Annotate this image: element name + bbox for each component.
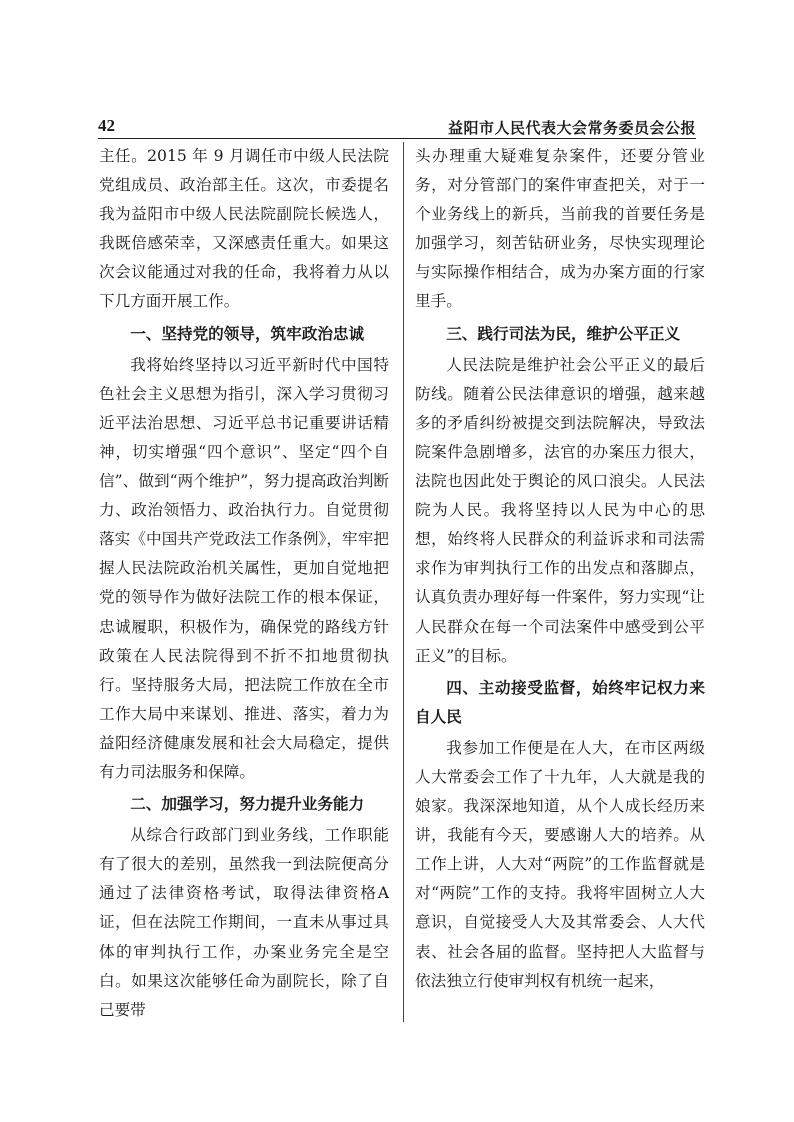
journal-title: 益阳市人民代表大会常务委员会公报 (447, 119, 696, 137)
section-heading: 一、坚持党的领导，筑牢政治忠诚 (130, 324, 365, 343)
section-heading: 二、加强学习，努力提升业务能力 (130, 795, 365, 814)
left-column (99, 142, 389, 1025)
column-divider (403, 142, 404, 1022)
paragraph: 从综合行政部门到业务线，工作职能有了很大的差别，虽然我一到法院便高分通过了法律资格考试，取得法律资格A证，但在法院工作期间，一直未从事过具体的审判执行工作，办案业务完全是空白。如果这次能够任命为副院长，除了自己要带 (99, 826, 389, 1019)
paragraph: 我将始终坚持以习近平新时代中国特色社会主义思想为指引，深入学习贯彻习近平法治思想、习近平总书记重要讲话精神，切实增强“四个意识”、坚定“四个自信”、做到“两个维护”，努力提高政治判断力、政治领悟力、政治执行力。自觉贯彻落实《中国共产党政法工作条例》，牢牢把握人民法院政治机关属性，更加自觉地把党的领导作为做好法院工作的根本保证，忠诚履职，积极作为，确保党的路线方针政策在人民法院得到不折不扣地贯彻执行。坚持服务大局，把法院工作放在全市工作大局中来谋划、推进、落实，着力为益阳经济健康发展和社会大局稳定，提供有力司法服务和保障。 (99, 355, 389, 781)
paragraph: 人民法院是维护社会公平正义的最后防线。随着公民法律意识的增强，越来越多的矛盾纠纷被提交到法院解决，导致法院案件急剧增多，法官的办案压力很大，法院也因此处于舆论的风口浪尖。人民法院为人民。我将坚持以人民为中心的思想，始终将人民群众的利益诉求和司法需求作为审判执行工作的出发点和落脚点，认真负责办理好每一件案件，努力实现“让人民群众在每一个司法案件中感受到公平正义”的目标。 (415, 355, 705, 665)
section-heading: 四、主动接受监督，始终牢记权力来自人民 (415, 678, 705, 726)
section-heading: 三、践行司法为民，维护公平正义 (446, 324, 681, 343)
paragraph: 头办理重大疑难复杂案件，还要分管业务，对分管部门的案件审查把关，对于一个业务线上的新兵，当前我的首要任务是加强学习，刻苦钻研业务，尽快实现理论与实际操作相结合，成为办案方面的行家里手。 (415, 147, 705, 311)
paragraph: 主任。2015 年 9 月调任市中级人民法院党组成员、政治部主任。这次，市委提名我为益阳市中级人民法院副院长候选人，我既倍感荣幸，又深感责任重大。如果这次会议能通过对我的任命，我将着力从以下几方面开展工作。 (99, 147, 389, 311)
page-number: 42 (98, 116, 115, 135)
right-column (415, 142, 705, 996)
header-rule (98, 138, 696, 139)
paragraph: 我参加工作便是在人大，在市区两级人大常委会工作了十九年，人大就是我的娘家。我深深地知道，从个人成长经历来讲，我能有今天，要感谢人大的培养。从工作上讲，人大对“两院”的工作监督就是对“两院”工作的支持。我将牢固树立人大意识，自觉接受人大及其常委会、人大代表、社会各届的监督。坚持把人大监督与依法独立行使审判权有机统一起来， (415, 738, 705, 990)
page-header (98, 116, 696, 138)
